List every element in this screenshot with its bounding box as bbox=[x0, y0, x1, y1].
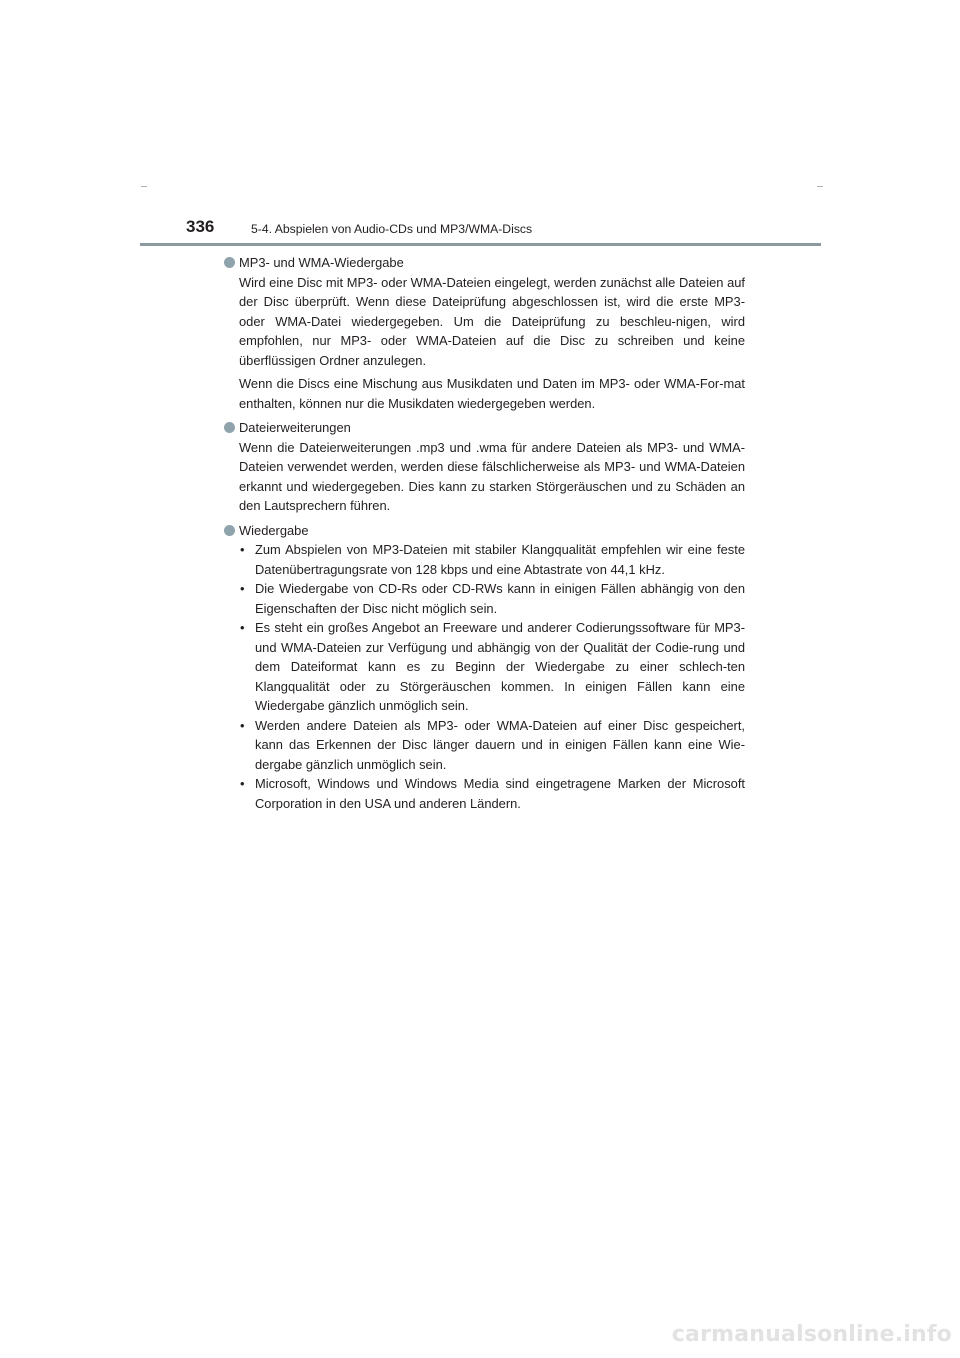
paragraph: Wenn die Discs eine Mischung aus Musikdaten und Daten im MP3- oder WMA-For-mat enthalten, können nur die Musikdaten wiedergegeben werden. bbox=[239, 376, 745, 411]
section-title: 5-4. Abspielen von Audio-CDs und MP3/WMA-Discs bbox=[251, 222, 533, 236]
list-bullet-dot: • bbox=[240, 717, 245, 733]
list-bullet-dot: • bbox=[240, 542, 245, 557]
section-heading bbox=[224, 253, 745, 273]
list-item bbox=[239, 716, 745, 775]
section-wiedergabe bbox=[224, 521, 745, 814]
crop-mark-left bbox=[141, 186, 147, 187]
section-heading bbox=[224, 418, 745, 438]
section-heading-text: MP3- und WMA-Wiedergabe bbox=[239, 255, 404, 270]
section-heading-text: Wiedergabe bbox=[239, 522, 309, 538]
page-content bbox=[224, 253, 745, 813]
paragraph: Wenn die Dateierweiterungen .mp3 und .wma für andere Dateien als MP3- und WMA-Dateien verwendet werden, werden diese fälschlicherweise als MP3- und WMA-Dateien erkannt und wiedergegeben. Dies kann zu starken Störgeräuschen und zu Schäden an den Lautsprechern führen. bbox=[239, 439, 745, 513]
section-mp3-wma bbox=[224, 253, 745, 413]
list-bullet-dot: • bbox=[240, 581, 245, 596]
list-item-text: Microsoft, Windows und Windows Media sind eingetragene Marken der Microsoft Corporation in den USA und anderen Ländern. bbox=[255, 776, 745, 811]
section-dateierweiterungen bbox=[224, 418, 745, 516]
page-number: 336 bbox=[186, 217, 215, 236]
list-item bbox=[239, 774, 745, 813]
paragraph: Wird eine Disc mit MP3- oder WMA-Dateien eingelegt, werden zunächst alle Dateien auf der Disc überprüft. Wenn diese Dateiprüfung abgeschlossen ist, wird die erste MP3- oder WMA-Datei wiedergegeben. Um die Dateiprüfung zu beschleu-nigen, wird empfohlen, nur MP3- oder WMA-Dateien auf die Disc zu schreiben und keine überflüssigen Ordner anzulegen. bbox=[239, 274, 745, 368]
circle-bullet-icon bbox=[224, 422, 235, 433]
crop-mark-right bbox=[817, 186, 823, 187]
list-item-text: Werden andere Dateien als MP3- oder WMA-Dateien auf einer Disc gespeichert, kann das Erkennen der Disc länger dauern und in einigen Fällen kann eine Wie-dergabe gänzlich unmöglich sein. bbox=[255, 717, 745, 772]
list-bullet-dot: • bbox=[240, 620, 245, 635]
header-rule bbox=[140, 243, 821, 246]
list-bullet-dot: • bbox=[240, 776, 245, 791]
list-item-text: Zum Abspielen von MP3-Dateien mit stabiler Klangqualität empfehlen wir eine feste Datenübertragungsrate von 128 kbps und eine Abtastrate von 44,1 kHz. bbox=[255, 542, 745, 577]
list-item bbox=[239, 579, 745, 618]
list-item-text: Die Wiedergabe von CD-Rs oder CD-RWs kann in einigen Fällen abhängig von den Eigenschaften der Disc nicht möglich sein. bbox=[255, 581, 745, 616]
section-heading bbox=[224, 521, 745, 541]
list-item bbox=[239, 540, 745, 579]
list-item bbox=[239, 618, 745, 716]
section-heading-text: Dateierweiterungen bbox=[239, 420, 351, 435]
watermark: carmanualsonline.info bbox=[671, 1322, 952, 1347]
circle-bullet-icon bbox=[224, 525, 235, 536]
bullet-list bbox=[239, 540, 745, 813]
circle-bullet-icon bbox=[224, 257, 235, 268]
list-item-text: Es steht ein großes Angebot an Freeware und anderer Codierungssoftware für MP3- und WMA-Dateien zur Verfügung und abhängig von der Qualität der Codie-rung und dem Dateiformat kann es zu Beginn der Wiedergabe zu einer schlech-ten Klangqualität oder zu Störgeräuschen kommen. In einigen Fällen kann eine Wiedergabe gänzlich unmöglich sein. bbox=[255, 620, 745, 713]
